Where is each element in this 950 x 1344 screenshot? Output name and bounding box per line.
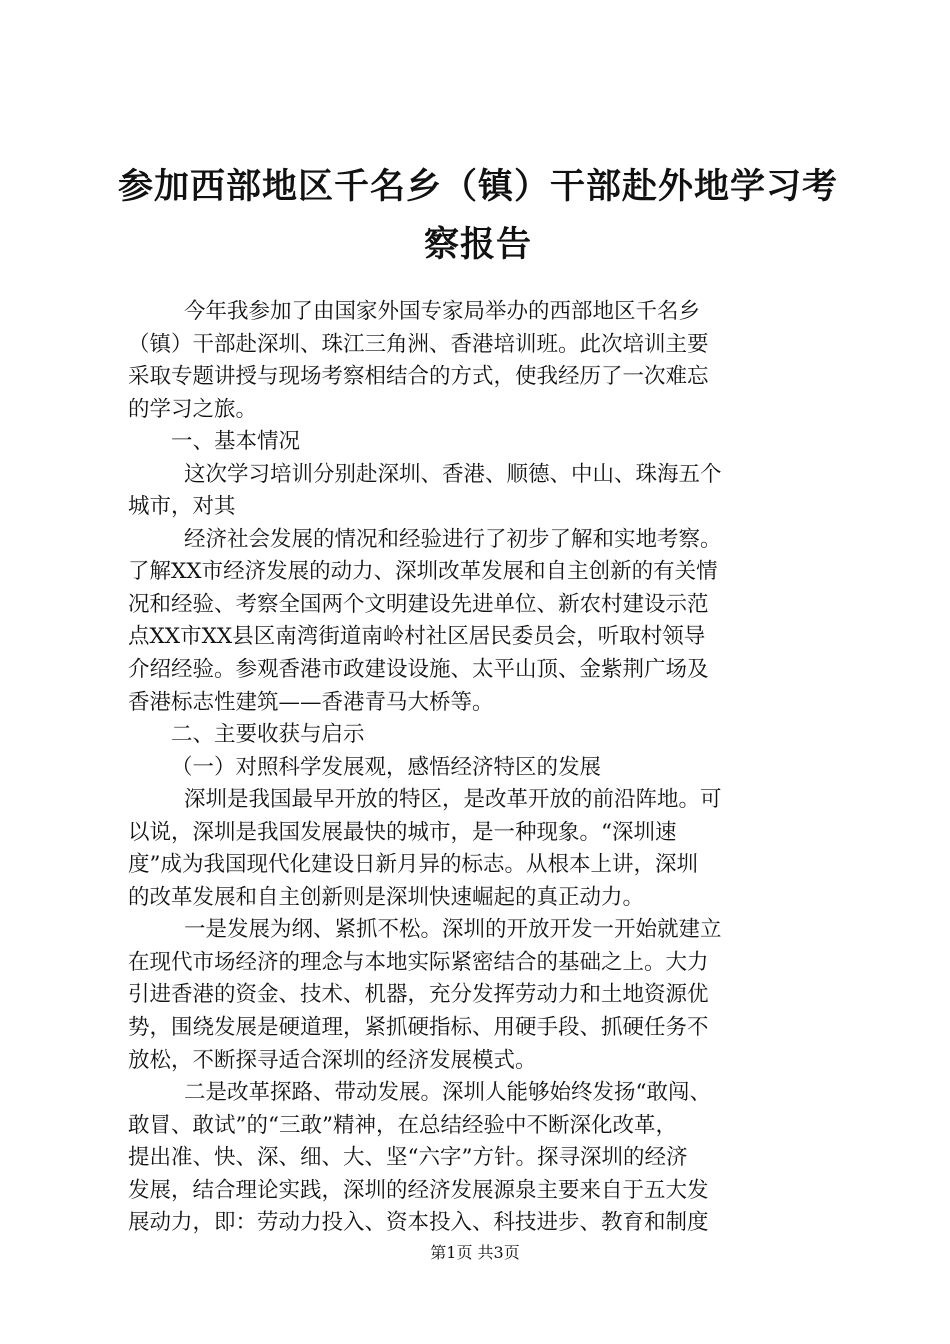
text-line: 一是发展为纲、紧抓不松。深圳的开放开发一开始就建立	[184, 917, 722, 943]
document-title	[118, 158, 838, 274]
text-line: 敢冒、敢试”的“三敢”精神，在总结经验中不断深化改革，	[128, 1112, 677, 1138]
text-line: 以说，深圳是我国发展最快的城市，是一种现象。“深圳速	[128, 819, 677, 845]
text-line: 二是改革探路、带动发展。深圳人能够始终发扬“敢闯、	[184, 1080, 711, 1106]
text-line: 城市，对其	[128, 494, 236, 520]
text-line: 了解XX市经济发展的动力、深圳改革发展和自主创新的有关情	[128, 559, 718, 585]
title-line-2: 察报告	[423, 225, 532, 265]
document-body	[128, 296, 830, 1240]
text-line: 香港标志性建筑——香港青马大桥等。	[128, 689, 494, 715]
text-line: 采取专题讲授与现场考察相结合的方式，使我经历了一次难忘	[128, 364, 709, 390]
text-line: （镇）干部赴深圳、珠江三角洲、香港培训班。此次培训主要	[128, 331, 709, 357]
text-line: 势，围绕发展是硬道理，紧抓硬指标、用硬手段、抓硬任务不	[128, 1015, 709, 1041]
text-line: 点XX市XX县区南湾街道南岭村社区居民委员会，听取村领导	[128, 624, 706, 650]
text-line: 度”成为我国现代化建设日新月异的标志。从根本上讲，深圳	[128, 852, 698, 878]
page-footer: 第1页 共3页	[430, 1243, 520, 1262]
title-line-1: 参加西部地区千名乡（镇）干部赴外地学习考	[118, 167, 839, 207]
text-line: 今年我参加了由国家外国专家局举办的西部地区千名乡	[184, 299, 701, 324]
text-line: 发展，结合理论实践，深圳的经济发展源泉主要来自于五大发	[128, 1177, 709, 1203]
text-line: 深圳是我国最早开放的特区，是改革开放的前沿阵地。可	[184, 787, 722, 813]
text-line: 的改革发展和自主创新则是深圳快速崛起的真正动力。	[128, 884, 645, 910]
section-heading: 二、主要收获与启示	[171, 722, 365, 748]
section-heading: 一、基本情况	[171, 429, 301, 455]
text-line: 放松，不断探寻适合深圳的经济发展模式。	[128, 1047, 537, 1073]
text-line: 的学习之旅。	[128, 396, 258, 422]
text-line: 展动力，即：劳动力投入、资本投入、科技进步、教育和制度	[128, 1210, 709, 1236]
text-line: 介绍经验。参观香港市政建设设施、太平山顶、金紫荆广场及	[128, 657, 709, 683]
text-line: 经济社会发展的情况和经验进行了初步了解和实地考察。	[184, 526, 722, 552]
text-line: 在现代市场经济的理念与本地实际紧密结合的基础之上。大力	[128, 949, 709, 975]
subsection-heading: （一）对照科学发展观，感悟经济特区的发展	[171, 754, 602, 780]
text-line: 这次学习培训分别赴深圳、香港、顺德、中山、珠海五个	[184, 461, 722, 487]
text-line: 引进香港的资金、技术、机器，充分发挥劳动力和土地资源优	[128, 982, 709, 1008]
text-line: 提出准、快、深、细、大、坚“六字”方针。探寻深圳的经济	[128, 1145, 688, 1171]
text-line: 况和经验、考察全国两个文明建设先进单位、新农村建设示范	[128, 591, 709, 617]
